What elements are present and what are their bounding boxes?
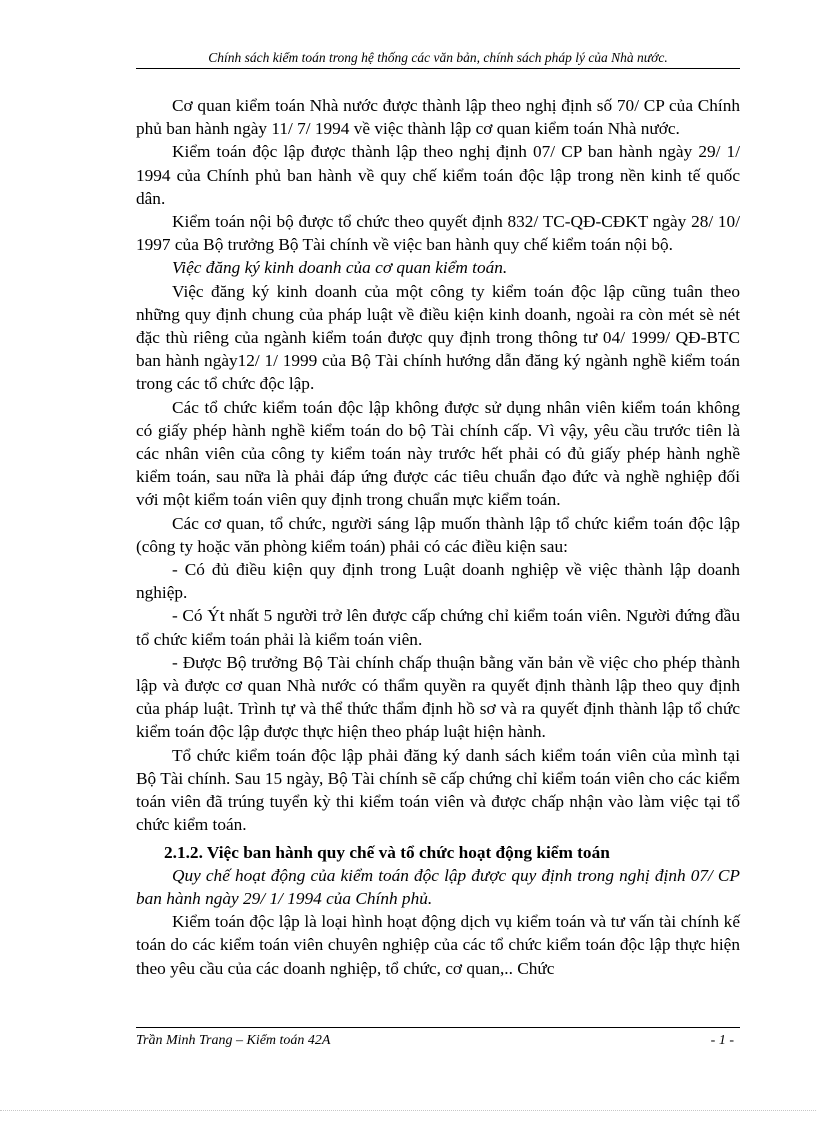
- page-boundary: [0, 1110, 816, 1111]
- paragraph-internal-audit: Kiểm toán nội bộ được tổ chức theo quyết định 832/ TC-QĐ-CĐKT ngày 28/ 10/ 1997 của Bộ trưởng Bộ Tài chính về việc ban hành quy chế kiểm toán nội bộ.: [136, 212, 740, 255]
- paragraph-independent-audit-definition: Kiểm toán độc lập là loại hình hoạt động dịch vụ kiểm toán và tư vấn tài chính kế toán do các kiểm toán viên chuyên nghiệp của các tổ chức kiểm toán độc lập thực hiện theo yêu cầu của các doanh nghiệp, tổ chức, cơ quan,.. Chức: [136, 912, 740, 978]
- footer-author: Trần Minh Trang – Kiểm toán 42A: [136, 1033, 331, 1048]
- list-item-condition-3: - Được Bộ trưởng Bộ Tài chính chấp thuận bằng văn bản về việc cho phép thành lập và được cơ quan Nhà nước có thẩm quyền ra quyết định thành lập theo quy định của pháp luật. Trình tự và thể thức thẩm định hồ sơ và ra quyết định thành lập tổ chức kiểm toán độc lập được thực hiện theo pháp luật hiện hành.: [136, 652, 740, 742]
- paragraph-regulation-note: Quy chế hoạt động của kiểm toán độc lập được quy định trong nghị định 07/ CP ban hành ngày 29/ 1/ 1994 của Chính phủ.: [136, 865, 740, 908]
- paragraph-business-registration: Việc đăng ký kinh doanh của một công ty kiểm toán độc lập cũng tuân theo những quy định chung của pháp luật về điều kiện kinh doanh, ngoài ra còn mét sè nét đặc thù riêng của ngành kiểm toán được quy định trong thông tư 04/ 1999/ QĐ-BTC ban hành ngày12/ 1/ 1999 của Bộ Tài chính hướng dẫn đăng ký ngành nghề kiểm toán trong các tổ chức độc lập.: [136, 281, 740, 394]
- list-item-condition-1: - Có đủ điều kiện quy định trong Luật doanh nghiệp về việc thành lập doanh nghiệp.: [136, 560, 740, 603]
- paragraph-auditor-registration: Tổ chức kiểm toán độc lập phải đăng ký danh sách kiểm toán viên của mình tại Bộ Tài chính. Sau 15 ngày, Bộ Tài chính sẽ cấp chứng chỉ kiểm toán viên cho các kiểm toán viên đã trúng tuyển kỳ thi kiểm toán viên và được chấp nhận vào làm việc tại tổ chức kiểm toán.: [136, 745, 740, 835]
- header-divider: [136, 68, 740, 69]
- subheading-business-registration: Việc đăng ký kinh doanh của cơ quan kiểm toán.: [172, 258, 508, 278]
- paragraph-state-audit: Cơ quan kiểm toán Nhà nước được thành lập theo nghị định số 70/ CP của Chính phủ ban hành ngày 11/ 7/ 1994 về việc thành lập cơ quan kiểm toán Nhà nước.: [136, 96, 740, 139]
- footer-divider: [136, 1027, 740, 1028]
- paragraph-independent-audit: Kiểm toán độc lập được thành lập theo nghị định 07/ CP ban hành ngày 29/ 1/ 1994 của Chính phủ ban hành về quy chế kiểm toán độc lập trong nền kinh tế quốc dân.: [136, 142, 740, 208]
- page-number: - 1 -: [710, 1033, 734, 1048]
- page-footer: [136, 1032, 740, 1050]
- list-item-condition-2: - Có Ýt nhất 5 người trở lên được cấp chứng chỉ kiểm toán viên. Người đứng đầu tổ chức kiểm toán phải là kiểm toán viên.: [136, 606, 740, 649]
- paragraph-founding-conditions: Các cơ quan, tổ chức, người sáng lập muốn thành lập tổ chức kiểm toán độc lập (công ty hoặc văn phòng kiểm toán) phải có các điều kiện sau:: [136, 513, 740, 556]
- paragraph-audit-staff: Các tổ chức kiểm toán độc lập không được sử dụng nhân viên kiểm toán không có giấy phép hành nghề kiểm toán do bộ Tài chính cấp. Vì vậy, yêu cầu trước tiên là các nhân viên của công ty kiểm toán này trước hết phải có đủ giấy phép hành nghề kiểm toán, sau nữa là phải đáp ứng được các tiêu chuẩn đạo đức và nghề nghiệp đối với một kiểm toán viên quy định trong chuẩn mực kiểm toán.: [136, 397, 740, 510]
- document-body: [136, 94, 740, 980]
- running-header: Chính sách kiểm toán trong hệ thống các văn bản, chính sách pháp lý của Nhà nước.: [208, 50, 668, 65]
- section-heading-2-1-2: 2.1.2. Việc ban hành quy chế và tổ chức hoạt động kiểm toán: [164, 842, 610, 862]
